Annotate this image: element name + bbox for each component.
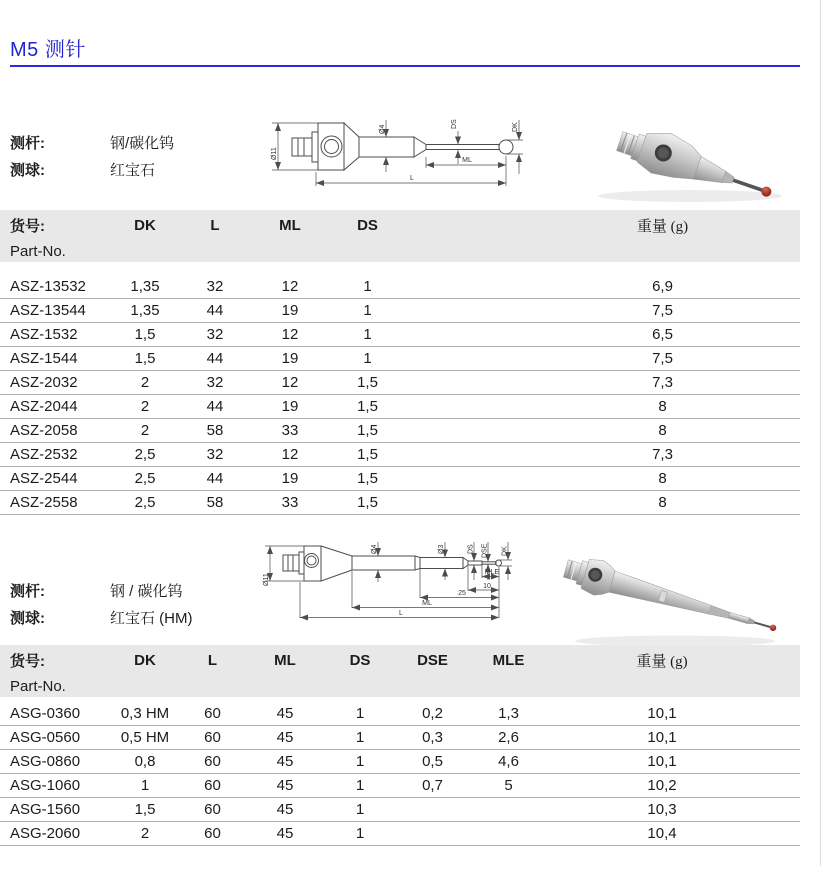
table-cell: 12 xyxy=(250,275,330,299)
table-row xyxy=(0,419,800,443)
table-cell: 1 xyxy=(330,275,405,299)
dim-label-dk: DK xyxy=(512,122,519,132)
table-cell: 0,7 xyxy=(395,774,470,798)
table-cell: 7,3 xyxy=(405,443,800,467)
table-cell: 33 xyxy=(250,491,330,515)
table-cell: 1,3 xyxy=(470,702,547,726)
title-divider xyxy=(10,65,800,67)
table-cell: 0,3 HM xyxy=(110,702,180,726)
table-row xyxy=(0,467,800,491)
table-cell: 1 xyxy=(330,299,405,323)
table-row xyxy=(0,750,800,774)
table-cell: 58 xyxy=(180,419,250,443)
table-cell: ASZ-2532 xyxy=(0,443,110,467)
table-header xyxy=(0,210,800,262)
table-spacer xyxy=(0,262,800,275)
table-cell: 1,5 xyxy=(330,491,405,515)
table-cell: 60 xyxy=(180,798,245,822)
table-row xyxy=(0,371,800,395)
table-body xyxy=(0,697,800,846)
table-cell: 10,1 xyxy=(547,702,800,726)
table-cell: 2 xyxy=(110,822,180,846)
table-cell: 1,5 xyxy=(330,443,405,467)
table-cell: 32 xyxy=(180,443,250,467)
table-cell: 45 xyxy=(245,774,325,798)
table-cell: ASZ-2544 xyxy=(0,467,110,491)
table-row xyxy=(0,702,800,726)
dim-label-25: 25 xyxy=(458,590,466,597)
table-cell: 0,2 xyxy=(395,702,470,726)
table-cell: 2,5 xyxy=(110,443,180,467)
table-cell: 44 xyxy=(180,467,250,491)
table-cell: 10,1 xyxy=(547,750,800,774)
dim-label-d4: Ø4 xyxy=(379,124,386,134)
table-cell: 2,6 xyxy=(470,726,547,750)
stylus-photo-section1 xyxy=(575,96,825,208)
spec-row-ball xyxy=(10,157,174,184)
table-cell: 58 xyxy=(180,491,250,515)
table-cell: 5 xyxy=(470,774,547,798)
table-cell xyxy=(395,822,470,846)
table-cell: 32 xyxy=(180,323,250,347)
table-cell: 0,5 xyxy=(395,750,470,774)
col-header-dk: DK xyxy=(110,645,180,675)
table-cell: 1 xyxy=(325,726,395,750)
table-cell: 8 xyxy=(405,419,800,443)
table-cell: 45 xyxy=(245,726,325,750)
spec-list-section2 xyxy=(10,578,193,632)
dimension-labels xyxy=(271,119,519,182)
table-cell: 45 xyxy=(245,702,325,726)
page-title: M5 测针 xyxy=(10,39,86,61)
table-row xyxy=(0,798,800,822)
table-row xyxy=(0,347,800,371)
table-cell: 60 xyxy=(180,702,245,726)
dimension-lines xyxy=(272,120,523,186)
table-cell: 1 xyxy=(330,323,405,347)
table-cell: 1 xyxy=(325,774,395,798)
table-cell: ASZ-2032 xyxy=(0,371,110,395)
dimension-lines xyxy=(265,542,512,618)
table-cell: 7,5 xyxy=(405,299,800,323)
table-cell: 1,35 xyxy=(110,275,180,299)
table-cell: 1 xyxy=(325,702,395,726)
spec-list-section1 xyxy=(10,130,174,184)
dim-label-d11: Ø11 xyxy=(271,147,278,160)
table-cell: 32 xyxy=(180,275,250,299)
table-cell: ASZ-1544 xyxy=(0,347,110,371)
table-cell: ASG-0360 xyxy=(0,702,110,726)
spec-value: 红宝石 (HM) xyxy=(110,610,193,627)
table-cell: 1 xyxy=(325,798,395,822)
table-cell: 60 xyxy=(180,750,245,774)
table-cell: ASG-0860 xyxy=(0,750,110,774)
table-row xyxy=(0,395,800,419)
table-cell: 12 xyxy=(250,323,330,347)
col-header-weight: 重量 (g) xyxy=(405,210,800,240)
dim-label-10: 10 xyxy=(483,583,491,590)
dim-label-l: L xyxy=(410,175,414,182)
table-cell: 0,5 HM xyxy=(110,726,180,750)
table-cell: 2,5 xyxy=(110,467,180,491)
table-cell: 33 xyxy=(250,419,330,443)
table-cell: 44 xyxy=(180,299,250,323)
table-cell: ASG-1060 xyxy=(0,774,110,798)
dim-label-ds: DS xyxy=(451,119,458,129)
table-cell: 1,5 xyxy=(330,419,405,443)
table-cell xyxy=(470,798,547,822)
table-row xyxy=(0,491,800,515)
table-cell: 1,5 xyxy=(110,323,180,347)
table-cell: 1 xyxy=(325,750,395,774)
table-cell: 2,5 xyxy=(110,491,180,515)
col-header-ds: DS xyxy=(325,645,395,675)
spec-label: 测杆: xyxy=(10,135,45,152)
dim-label-d4: Ø4 xyxy=(371,544,378,554)
dim-label-dk: DK xyxy=(501,546,509,556)
table-cell: 1,5 xyxy=(330,467,405,491)
table-cell: 44 xyxy=(180,347,250,371)
table-cell: 8 xyxy=(405,395,800,419)
col-header-ml: ML xyxy=(245,645,325,675)
technical-drawing-section1 xyxy=(256,98,562,204)
table-cell: 19 xyxy=(250,467,330,491)
spec-row-shaft xyxy=(10,578,193,605)
table-cell: 6,5 xyxy=(405,323,800,347)
table-cell: 7,5 xyxy=(405,347,800,371)
table-cell: 2 xyxy=(110,395,180,419)
dim-label-dse: DSE xyxy=(481,543,489,558)
spec-value: 钢/碳化钨 xyxy=(110,135,175,152)
col-header-l: L xyxy=(180,210,250,240)
table-cell: 7,3 xyxy=(405,371,800,395)
dim-label-ds: DS xyxy=(467,544,475,554)
table-cell: 0,8 xyxy=(110,750,180,774)
col-header-dk: DK xyxy=(110,210,180,240)
spec-label: 测杆: xyxy=(10,583,45,600)
table-cell: 0,3 xyxy=(395,726,470,750)
parts-table-asg xyxy=(0,645,800,846)
dim-label-ml: ML xyxy=(462,157,472,164)
table-cell: 60 xyxy=(180,726,245,750)
spec-label: 测球: xyxy=(10,162,45,179)
table-cell: ASZ-13532 xyxy=(0,275,110,299)
table-row xyxy=(0,774,800,798)
table-cell: 45 xyxy=(245,798,325,822)
spec-label: 测球: xyxy=(10,610,45,627)
table-header xyxy=(0,645,800,697)
parts-table-asz xyxy=(0,210,800,515)
photo-shadow xyxy=(598,190,782,202)
table-cell: ASZ-1532 xyxy=(0,323,110,347)
stylus-outline xyxy=(292,123,513,170)
dim-label-d3: Ø3 xyxy=(438,544,445,554)
col-header-part-en: Part-No. xyxy=(0,675,800,697)
dim-label-mle: MLE xyxy=(484,569,500,576)
table-cell: 60 xyxy=(180,822,245,846)
table-cell: ASZ-2044 xyxy=(0,395,110,419)
table-cell: 19 xyxy=(250,347,330,371)
table-cell: 1,5 xyxy=(330,395,405,419)
table-cell: ASZ-13544 xyxy=(0,299,110,323)
table-cell: 8 xyxy=(405,467,800,491)
table-cell: 45 xyxy=(245,822,325,846)
table-cell: ASZ-2558 xyxy=(0,491,110,515)
col-header-part: 货号: xyxy=(0,645,110,675)
col-header-dse: DSE xyxy=(395,645,470,675)
table-cell: 19 xyxy=(250,299,330,323)
table-cell: 60 xyxy=(180,774,245,798)
dim-label-l: L xyxy=(399,610,403,617)
table-cell: 1,5 xyxy=(330,371,405,395)
table-cell: 44 xyxy=(180,395,250,419)
table-row xyxy=(0,443,800,467)
col-header-part-en: Part-No. xyxy=(0,240,800,262)
ruby-ball xyxy=(769,624,777,632)
table-row xyxy=(0,275,800,299)
spec-row-ball xyxy=(10,605,193,632)
table-cell: 32 xyxy=(180,371,250,395)
table-cell: 19 xyxy=(250,395,330,419)
table-cell: ASG-1560 xyxy=(0,798,110,822)
table-cell: 12 xyxy=(250,443,330,467)
table-cell: 4,6 xyxy=(470,750,547,774)
col-header-part: 货号: xyxy=(0,210,110,240)
table-cell: 6,9 xyxy=(405,275,800,299)
stylus-body xyxy=(561,551,781,646)
col-header-ml: ML xyxy=(250,210,330,240)
table-cell: 2 xyxy=(110,371,180,395)
dim-label-d11: Ø11 xyxy=(263,573,270,586)
spec-value: 钢 / 碳化钨 xyxy=(110,583,183,600)
spec-value: 红宝石 xyxy=(110,162,156,179)
table-cell: 1 xyxy=(110,774,180,798)
col-header-weight: 重量 (g) xyxy=(547,645,800,675)
table-row xyxy=(0,726,800,750)
table-cell: 10,2 xyxy=(547,774,800,798)
table-cell: 10,4 xyxy=(547,822,800,846)
table-cell: 1,5 xyxy=(110,347,180,371)
table-cell: 10,1 xyxy=(547,726,800,750)
dim-label-ml: ML xyxy=(422,600,432,607)
table-cell: ASG-2060 xyxy=(0,822,110,846)
table-cell: 1,35 xyxy=(110,299,180,323)
col-header-mle: MLE xyxy=(470,645,547,675)
table-cell: 1 xyxy=(325,822,395,846)
table-cell: 45 xyxy=(245,750,325,774)
table-cell: 10,3 xyxy=(547,798,800,822)
table-cell: 8 xyxy=(405,491,800,515)
table-row xyxy=(0,299,800,323)
table-cell xyxy=(470,822,547,846)
table-cell xyxy=(395,798,470,822)
stylus-photo-section2 xyxy=(550,540,822,652)
table-cell: 1,5 xyxy=(110,798,180,822)
spec-row-shaft xyxy=(10,130,174,157)
col-header-ds: DS xyxy=(330,210,405,240)
table-cell: 1 xyxy=(330,347,405,371)
table-cell: ASG-0560 xyxy=(0,726,110,750)
table-row xyxy=(0,323,800,347)
table-cell: 12 xyxy=(250,371,330,395)
technical-drawing-section2 xyxy=(255,528,585,648)
col-header-l: L xyxy=(180,645,245,675)
table-row xyxy=(0,822,800,846)
table-body xyxy=(0,262,800,515)
table-cell: ASZ-2058 xyxy=(0,419,110,443)
table-cell: 2 xyxy=(110,419,180,443)
